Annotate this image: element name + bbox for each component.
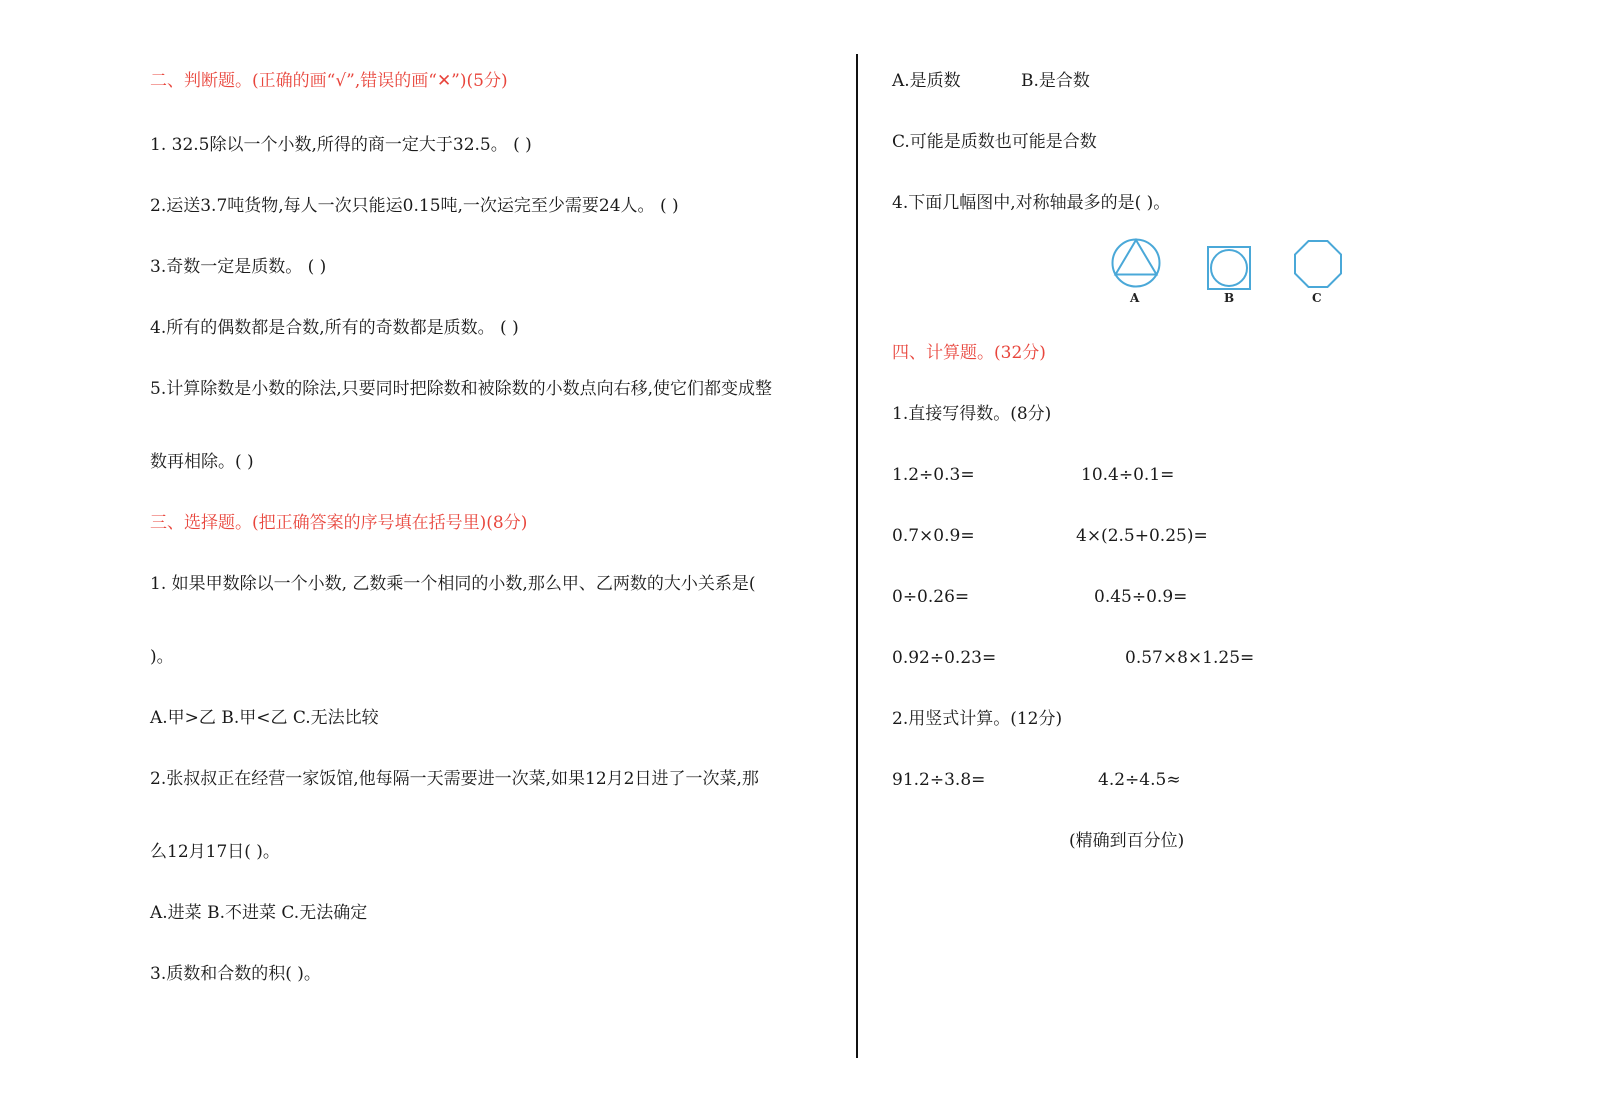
column-divider	[856, 54, 858, 1058]
question-4-1: 1.直接写得数。(8分)	[892, 404, 1052, 424]
vertical-calc-b: 4.2÷4.5≈	[1098, 770, 1181, 790]
section-2-title: 二、判断题。(正确的画“√”,错误的画“✕”)(5分)	[150, 71, 508, 91]
figure-a-circle-triangle	[1110, 237, 1162, 289]
question-2-5-line2: 数再相除。( )	[150, 452, 254, 472]
question-3-3-option-a: A.是质数	[892, 71, 961, 91]
question-2-1: 1. 32.5除以一个小数,所得的商一定大于32.5。 ( )	[150, 135, 532, 155]
question-4-2: 2.用竖式计算。(12分)	[892, 709, 1063, 729]
figure-c-octagon	[1293, 239, 1343, 289]
question-3-2-line2: 么12月17日( )。	[150, 842, 280, 862]
section-3-title: 三、选择题。(把正确答案的序号填在括号里)(8分)	[150, 513, 528, 533]
calc-2-b: 4×(2.5+0.25)=	[1076, 526, 1208, 546]
question-3-2-options: A.进菜 B.不进菜 C.无法确定	[150, 903, 368, 923]
calc-4-b: 0.57×8×1.25=	[1125, 648, 1255, 668]
question-3-1-line1: 1. 如果甲数除以一个小数, 乙数乘一个相同的小数,那么甲、乙两数的大小关系是(	[150, 574, 756, 594]
figure-b-label: B	[1224, 291, 1235, 305]
question-3-4: 4.下面几幅图中,对称轴最多的是( )。	[892, 193, 1171, 213]
figure-b-square-circle	[1206, 245, 1252, 291]
question-3-2-line1: 2.张叔叔正在经营一家饭馆,他每隔一天需要进一次菜,如果12月2日进了一次菜,那	[150, 769, 759, 789]
question-2-4: 4.所有的偶数都是合数,所有的奇数都是质数。 ( )	[150, 318, 519, 338]
calc-1-a: 1.2÷0.3=	[892, 465, 975, 485]
section-4-title: 四、计算题。(32分)	[892, 343, 1046, 363]
calc-1-b: 10.4÷0.1=	[1081, 465, 1175, 485]
vertical-calc-note: (精确到百分位)	[1069, 831, 1185, 851]
question-3-1-options: A.甲>乙 B.甲<乙 C.无法比较	[150, 708, 379, 728]
figure-a-label: A	[1130, 291, 1140, 305]
question-3-1-line2: )。	[150, 647, 174, 667]
question-3-3-option-c: C.可能是质数也可能是合数	[892, 132, 1097, 152]
calc-3-b: 0.45÷0.9=	[1094, 587, 1188, 607]
question-2-3: 3.奇数一定是质数。 ( )	[150, 257, 327, 277]
vertical-calc-a: 91.2÷3.8=	[892, 770, 986, 790]
question-2-5-line1: 5.计算除数是小数的除法,只要同时把除数和被除数的小数点向右移,使它们都变成整	[150, 379, 773, 399]
question-3-3-option-b: B.是合数	[1021, 71, 1090, 91]
question-2-2: 2.运送3.7吨货物,每人一次只能运0.15吨,一次运完至少需要24人。 ( )	[150, 196, 679, 216]
calc-4-a: 0.92÷0.23=	[892, 648, 997, 668]
figure-c-label: C	[1312, 291, 1322, 305]
calc-2-a: 0.7×0.9=	[892, 526, 975, 546]
calc-3-a: 0÷0.26=	[892, 587, 970, 607]
question-3-3: 3.质数和合数的积( )。	[150, 964, 321, 984]
